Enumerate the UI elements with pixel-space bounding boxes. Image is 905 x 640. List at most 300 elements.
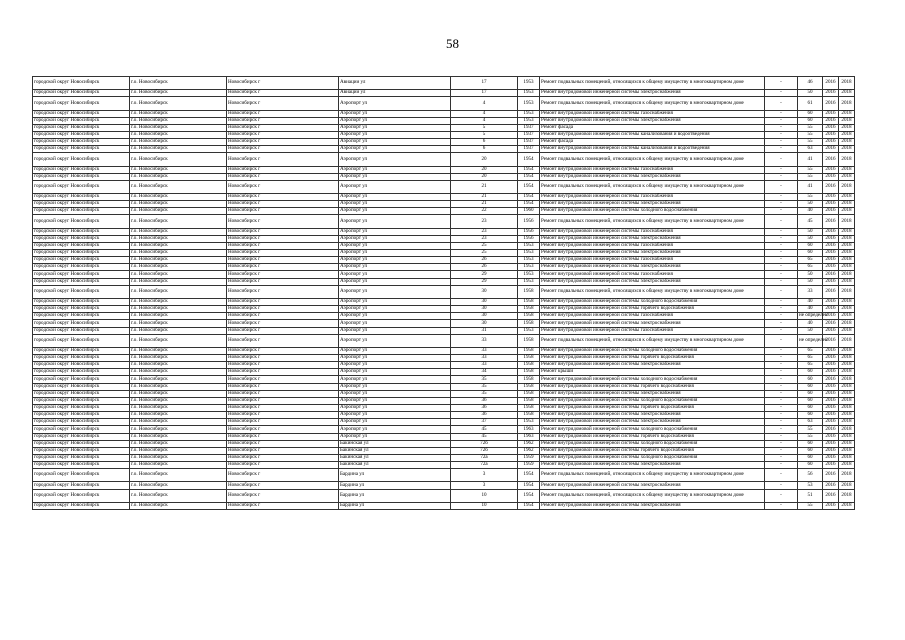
settlement-cell: г.о. Новосибирск [130, 90, 227, 97]
end-year-cell: 2018 [839, 397, 855, 404]
municipality-cell: городской округ Новосибирск [33, 242, 130, 249]
street-cell: Бардина ул [339, 502, 451, 509]
table-row [33, 426, 855, 433]
house-number-cell: 36 [451, 397, 518, 404]
start-year-cell: 2016 [823, 489, 839, 502]
table-body [33, 77, 855, 510]
value-cell: 50 [798, 90, 823, 97]
start-year-cell: 2016 [823, 97, 839, 110]
street-cell: Аэропорт ул [339, 97, 451, 110]
settlement-cell: г.о. Новосибирск [130, 354, 227, 361]
street-cell: Аэропорт ул [339, 298, 451, 305]
work-type-cell: Ремонт фасада [540, 124, 765, 131]
dash-cell: - [765, 97, 798, 110]
table-row [33, 313, 855, 320]
street-cell: Аэропорт ул [339, 208, 451, 215]
house-number-cell: 36 [451, 412, 518, 419]
city-cell: Новосибирск г [227, 124, 339, 131]
street-cell: Аэропорт ул [339, 419, 451, 426]
start-year-cell: 2016 [823, 469, 839, 482]
city-cell: Новосибирск г [227, 334, 339, 347]
work-type-cell: Ремонт внутридомовой инженерной системы электроснабжения [540, 362, 765, 369]
start-year-cell: 2016 [823, 250, 839, 257]
work-type-cell: Ремонт внутридомовой инженерной системы электроснабжения [540, 462, 765, 469]
work-type-cell: Ремонт внутридомовой инженерной системы горячего водоснабжения [540, 404, 765, 411]
dash-cell: - [765, 257, 798, 264]
settlement-cell: г.о. Новосибирск [130, 376, 227, 383]
settlement-cell: г.о. Новосибирск [130, 271, 227, 278]
dash-cell: - [765, 235, 798, 242]
table-row [33, 482, 855, 489]
dash-cell: - [765, 215, 798, 228]
value-cell: 41 [798, 180, 823, 193]
value-cell: 60 [798, 462, 823, 469]
house-number-cell: 25 [451, 250, 518, 257]
municipality-cell: городской округ Новосибирск [33, 131, 130, 138]
end-year-cell: 2018 [839, 131, 855, 138]
table-row [33, 264, 855, 271]
end-year-cell: 2018 [839, 180, 855, 193]
work-type-cell: Ремонт внутридомовой инженерной системы холодного водоснабжения [540, 376, 765, 383]
value-cell: 60 [798, 397, 823, 404]
dash-cell: - [765, 264, 798, 271]
dash-cell: - [765, 426, 798, 433]
start-year-cell: 2016 [823, 180, 839, 193]
value-cell: 40 [798, 306, 823, 313]
house-number-cell: 37 [451, 419, 518, 426]
start-year-cell: 2016 [823, 285, 839, 298]
dash-cell: - [765, 306, 798, 313]
work-type-cell: Ремонт внутридомовой инженерной системы холодного водоснабжения [540, 347, 765, 354]
municipality-cell: городской округ Новосибирск [33, 469, 130, 482]
end-year-cell: 2018 [839, 404, 855, 411]
city-cell: Новосибирск г [227, 117, 339, 124]
dash-cell: - [765, 440, 798, 447]
municipality-cell: городской округ Новосибирск [33, 334, 130, 347]
end-year-cell: 2018 [839, 250, 855, 257]
table-row [33, 320, 855, 327]
value-cell: 60 [798, 376, 823, 383]
municipality-cell: городской округ Новосибирск [33, 320, 130, 327]
work-type-cell: Ремонт внутридомовой инженерной системы газоснабжения [540, 327, 765, 334]
street-cell: Аэропорт ул [339, 404, 451, 411]
work-type-cell: Ремонт внутридомовой инженерной системы газоснабжения [540, 242, 765, 249]
municipality-cell: городской округ Новосибирск [33, 180, 130, 193]
city-cell: Новосибирск г [227, 306, 339, 313]
work-type-cell: Ремонт внутридомовой инженерной системы электроснабжения [540, 502, 765, 509]
dash-cell: - [765, 482, 798, 489]
dash-cell: - [765, 390, 798, 397]
municipality-cell: городской округ Новосибирск [33, 447, 130, 454]
dash-cell: - [765, 110, 798, 117]
end-year-cell: 2018 [839, 110, 855, 117]
street-cell: Аэропорт ул [339, 327, 451, 334]
settlement-cell: г.о. Новосибирск [130, 77, 227, 90]
settlement-cell: г.о. Новосибирск [130, 404, 227, 411]
build-year-cell: 1962 [518, 447, 540, 454]
start-year-cell: 2016 [823, 454, 839, 461]
work-type-cell: Ремонт подвальных помещений, относящихся к общему имуществу в многоквартирном доме [540, 215, 765, 228]
municipality-cell: городской округ Новосибирск [33, 369, 130, 376]
city-cell: Новосибирск г [227, 90, 339, 97]
build-year-cell: 1953 [518, 327, 540, 334]
work-type-cell: Ремонт внутридомовой инженерной системы газоснабжения [540, 257, 765, 264]
street-cell: Аэропорт ул [339, 306, 451, 313]
table-row [33, 327, 855, 334]
street-cell: Аэропорт ул [339, 235, 451, 242]
municipality-cell: городской округ Новосибирск [33, 235, 130, 242]
value-cell: 55 [798, 194, 823, 201]
street-cell: Аэропорт ул [339, 285, 451, 298]
municipality-cell: городской округ Новосибирск [33, 397, 130, 404]
build-year-cell: 1953 [518, 90, 540, 97]
work-type-cell: Ремонт внутридомовой инженерной системы газоснабжения [540, 166, 765, 173]
start-year-cell: 2016 [823, 242, 839, 249]
work-type-cell: Ремонт внутридомовой инженерной системы электроснабжения [540, 320, 765, 327]
street-cell: Аэропорт ул [339, 369, 451, 376]
street-cell: Аэропорт ул [339, 153, 451, 166]
dash-cell: - [765, 180, 798, 193]
settlement-cell: г.о. Новосибирск [130, 173, 227, 180]
end-year-cell: 2018 [839, 298, 855, 305]
start-year-cell: 2016 [823, 173, 839, 180]
house-number-cell: 30 [451, 298, 518, 305]
street-cell: Аэропорт ул [339, 215, 451, 228]
dash-cell: - [765, 194, 798, 201]
start-year-cell: 2016 [823, 447, 839, 454]
house-number-cell: 72б [451, 447, 518, 454]
work-type-cell: Ремонт подвальных помещений, относящихся к общему имуществу в многоквартирном доме [540, 97, 765, 110]
work-type-cell: Ремонт подвальных помещений, относящихся к общему имуществу в многоквартирном доме [540, 469, 765, 482]
end-year-cell: 2018 [839, 390, 855, 397]
value-cell: 56 [798, 469, 823, 482]
municipality-cell: городской округ Новосибирск [33, 433, 130, 440]
house-number-cell: 35 [451, 376, 518, 383]
municipality-cell: городской округ Новосибирск [33, 201, 130, 208]
settlement-cell: г.о. Новосибирск [130, 146, 227, 153]
street-cell: Аэропорт ул [339, 313, 451, 320]
table-row [33, 502, 855, 509]
house-number-cell: 23 [451, 235, 518, 242]
dash-cell: - [765, 173, 798, 180]
dash-cell: - [765, 313, 798, 320]
dash-cell: - [765, 153, 798, 166]
settlement-cell: г.о. Новосибирск [130, 327, 227, 334]
city-cell: Новосибирск г [227, 201, 339, 208]
start-year-cell: 2016 [823, 419, 839, 426]
street-cell: Аэропорт ул [339, 334, 451, 347]
value-cell: 40 [798, 208, 823, 215]
city-cell: Новосибирск г [227, 242, 339, 249]
city-cell: Новосибирск г [227, 278, 339, 285]
house-number-cell: 29 [451, 271, 518, 278]
street-cell: Бардина ул [339, 482, 451, 489]
municipality-cell: городской округ Новосибирск [33, 390, 130, 397]
municipality-cell: городской округ Новосибирск [33, 215, 130, 228]
end-year-cell: 2018 [839, 285, 855, 298]
settlement-cell: г.о. Новосибирск [130, 433, 227, 440]
end-year-cell: 2018 [839, 201, 855, 208]
work-type-cell: Ремонт внутридомовой инженерной системы канализования и водоотведения [540, 146, 765, 153]
end-year-cell: 2018 [839, 242, 855, 249]
house-number-cell: 4 [451, 117, 518, 124]
house-number-cell: 22 [451, 208, 518, 215]
start-year-cell: 2016 [823, 376, 839, 383]
settlement-cell: г.о. Новосибирск [130, 242, 227, 249]
street-cell: Аэропорт ул [339, 376, 451, 383]
house-number-cell: 72а [451, 462, 518, 469]
work-type-cell: Ремонт внутридомовой инженерной системы горячего водоснабжения [540, 383, 765, 390]
start-year-cell: 2016 [823, 404, 839, 411]
start-year-cell: 2016 [823, 298, 839, 305]
municipality-cell: городской округ Новосибирск [33, 110, 130, 117]
end-year-cell: 2018 [839, 278, 855, 285]
dash-cell: - [765, 208, 798, 215]
dash-cell: - [765, 278, 798, 285]
value-cell: 65 [798, 347, 823, 354]
street-cell: Аэропорт ул [339, 146, 451, 153]
city-cell: Новосибирск г [227, 257, 339, 264]
start-year-cell: 2016 [823, 264, 839, 271]
value-cell: 53 [798, 482, 823, 489]
start-year-cell: 2016 [823, 257, 839, 264]
work-type-cell: Ремонт внутридомовой инженерной системы электроснабжения [540, 264, 765, 271]
start-year-cell: 2016 [823, 235, 839, 242]
city-cell: Новосибирск г [227, 131, 339, 138]
table-row [33, 334, 855, 347]
build-year-cell: 1958 [518, 362, 540, 369]
street-cell: Аэропорт ул [339, 426, 451, 433]
dash-cell: - [765, 139, 798, 146]
settlement-cell: г.о. Новосибирск [130, 215, 227, 228]
work-type-cell: Ремонт внутридомовой инженерной системы горячего водоснабжения [540, 354, 765, 361]
end-year-cell: 2018 [839, 208, 855, 215]
dash-cell: - [765, 285, 798, 298]
city-cell: Новосибирск г [227, 419, 339, 426]
end-year-cell: 2018 [839, 153, 855, 166]
end-year-cell: 2018 [839, 482, 855, 489]
work-type-cell: Ремонт внутридомовой инженерной системы холодного водоснабжения [540, 440, 765, 447]
house-number-cell: 3 [451, 469, 518, 482]
street-cell: Аэропорт ул [339, 110, 451, 117]
municipality-cell: городской округ Новосибирск [33, 278, 130, 285]
build-year-cell: 1958 [518, 298, 540, 305]
value-cell: 50 [798, 228, 823, 235]
value-cell: 65 [798, 257, 823, 264]
house-number-cell: 5 [451, 124, 518, 131]
dash-cell: - [765, 131, 798, 138]
street-cell: Аэропорт ул [339, 180, 451, 193]
start-year-cell: 2016 [823, 482, 839, 489]
municipality-cell: городской округ Новосибирск [33, 117, 130, 124]
work-type-cell: Ремонт внутридомовой инженерной системы холодного водоснабжения [540, 426, 765, 433]
value-cell: 55 [798, 124, 823, 131]
street-cell: Бакинская ул [339, 440, 451, 447]
house-number-cell: 23 [451, 228, 518, 235]
municipality-cell: городской округ Новосибирск [33, 271, 130, 278]
work-type-cell: Ремонт внутридомовой инженерной системы электроснабжения [540, 173, 765, 180]
work-type-cell: Ремонт внутридомовой инженерной системы электроснабжения [540, 419, 765, 426]
settlement-cell: г.о. Новосибирск [130, 320, 227, 327]
dash-cell: - [765, 376, 798, 383]
city-cell: Новосибирск г [227, 271, 339, 278]
municipality-cell: городской округ Новосибирск [33, 139, 130, 146]
value-cell: 40 [798, 298, 823, 305]
repair-schedule-table-wrap [32, 76, 854, 510]
street-cell: Аэропорт ул [339, 412, 451, 419]
city-cell: Новосибирск г [227, 327, 339, 334]
build-year-cell: 1958 [518, 334, 540, 347]
street-cell: Бакинская ул [339, 454, 451, 461]
start-year-cell: 2016 [823, 117, 839, 124]
dash-cell: - [765, 201, 798, 208]
city-cell: Новосибирск г [227, 194, 339, 201]
settlement-cell: г.о. Новосибирск [130, 153, 227, 166]
start-year-cell: 2016 [823, 383, 839, 390]
street-cell: Бакинская ул [339, 447, 451, 454]
municipality-cell: городской округ Новосибирск [33, 257, 130, 264]
value-cell: 60 [798, 383, 823, 390]
start-year-cell: 2016 [823, 390, 839, 397]
street-cell: Аэропорт ул [339, 242, 451, 249]
value-cell: 55 [798, 502, 823, 509]
value-cell: 60 [798, 110, 823, 117]
street-cell: Аэропорт ул [339, 139, 451, 146]
dash-cell: - [765, 166, 798, 173]
municipality-cell: городской округ Новосибирск [33, 250, 130, 257]
dash-cell: - [765, 397, 798, 404]
build-year-cell: 1953 [518, 77, 540, 90]
start-year-cell: 2016 [823, 320, 839, 327]
work-type-cell: Ремонт внутридомовой инженерной системы газоснабжения [540, 228, 765, 235]
municipality-cell: городской округ Новосибирск [33, 124, 130, 131]
city-cell: Новосибирск г [227, 369, 339, 376]
municipality-cell: городской округ Новосибирск [33, 208, 130, 215]
city-cell: Новосибирск г [227, 412, 339, 419]
end-year-cell: 2018 [839, 215, 855, 228]
value-cell: 50 [798, 327, 823, 334]
settlement-cell: г.о. Новосибирск [130, 264, 227, 271]
start-year-cell: 2016 [823, 278, 839, 285]
settlement-cell: г.о. Новосибирск [130, 489, 227, 502]
end-year-cell: 2018 [839, 462, 855, 469]
build-year-cell: 1953 [518, 257, 540, 264]
street-cell: Аэропорт ул [339, 228, 451, 235]
city-cell: Новосибирск г [227, 482, 339, 489]
build-year-cell: 1937 [518, 146, 540, 153]
table-row [33, 215, 855, 228]
municipality-cell: городской округ Новосибирск [33, 354, 130, 361]
build-year-cell: 1959 [518, 462, 540, 469]
start-year-cell: 2016 [823, 313, 839, 320]
end-year-cell: 2018 [839, 124, 855, 131]
build-year-cell: 1958 [518, 354, 540, 361]
street-cell: Аэропорт ул [339, 390, 451, 397]
work-type-cell: Ремонт подвальных помещений, относящихся к общему имуществу в многоквартирном доме [540, 180, 765, 193]
start-year-cell: 2016 [823, 153, 839, 166]
street-cell: Бардина ул [339, 489, 451, 502]
municipality-cell: городской округ Новосибирск [33, 166, 130, 173]
end-year-cell: 2018 [839, 419, 855, 426]
street-cell: Аэропорт ул [339, 354, 451, 361]
settlement-cell: г.о. Новосибирск [130, 285, 227, 298]
street-cell: Аэропорт ул [339, 362, 451, 369]
settlement-cell: г.о. Новосибирск [130, 347, 227, 354]
value-cell: 60 [798, 242, 823, 249]
house-number-cell: 35 [451, 383, 518, 390]
city-cell: Новосибирск г [227, 447, 339, 454]
dash-cell: - [765, 433, 798, 440]
municipality-cell: городской округ Новосибирск [33, 90, 130, 97]
dash-cell: - [765, 90, 798, 97]
build-year-cell: 1953 [518, 117, 540, 124]
house-number-cell: 33 [451, 347, 518, 354]
start-year-cell: 2016 [823, 90, 839, 97]
settlement-cell: г.о. Новосибирск [130, 180, 227, 193]
municipality-cell: городской округ Новосибирск [33, 298, 130, 305]
house-number-cell: 35 [451, 390, 518, 397]
street-cell: Аэропорт ул [339, 383, 451, 390]
table-row [33, 77, 855, 90]
build-year-cell: 1954 [518, 482, 540, 489]
build-year-cell: 1953 [518, 419, 540, 426]
value-cell: 50 [798, 278, 823, 285]
city-cell: Новосибирск г [227, 397, 339, 404]
settlement-cell: г.о. Новосибирск [130, 502, 227, 509]
city-cell: Новосибирск г [227, 440, 339, 447]
table-row [33, 462, 855, 469]
work-type-cell: Ремонт внутридомовой инженерной системы горячего водоснабжения [540, 447, 765, 454]
table-row [33, 369, 855, 376]
build-year-cell: 1958 [518, 347, 540, 354]
value-cell: 60 [798, 440, 823, 447]
dash-cell: - [765, 419, 798, 426]
municipality-cell: городской округ Новосибирск [33, 362, 130, 369]
table-row [33, 97, 855, 110]
municipality-cell: городской округ Новосибирск [33, 412, 130, 419]
dash-cell: - [765, 298, 798, 305]
city-cell: Новосибирск г [227, 502, 339, 509]
house-number-cell: 4 [451, 110, 518, 117]
street-cell: Аэропорт ул [339, 166, 451, 173]
value-cell: 40 [798, 320, 823, 327]
city-cell: Новосибирск г [227, 376, 339, 383]
city-cell: Новосибирск г [227, 180, 339, 193]
table-row [33, 278, 855, 285]
end-year-cell: 2018 [839, 502, 855, 509]
build-year-cell: 1959 [518, 454, 540, 461]
start-year-cell: 2016 [823, 334, 839, 347]
settlement-cell: г.о. Новосибирск [130, 110, 227, 117]
repair-schedule-table [32, 76, 855, 510]
end-year-cell: 2018 [839, 347, 855, 354]
value-cell: 55 [798, 173, 823, 180]
city-cell: Новосибирск г [227, 166, 339, 173]
start-year-cell: 2016 [823, 369, 839, 376]
value-cell: 45 [798, 215, 823, 228]
house-number-cell: 30 [451, 313, 518, 320]
end-year-cell: 2018 [839, 327, 855, 334]
house-number-cell: 20 [451, 166, 518, 173]
dash-cell: - [765, 77, 798, 90]
city-cell: Новосибирск г [227, 347, 339, 354]
city-cell: Новосибирск г [227, 362, 339, 369]
value-cell: 51 [798, 489, 823, 502]
value-cell: 63 [798, 146, 823, 153]
start-year-cell: 2016 [823, 462, 839, 469]
start-year-cell: 2016 [823, 110, 839, 117]
city-cell: Новосибирск г [227, 383, 339, 390]
